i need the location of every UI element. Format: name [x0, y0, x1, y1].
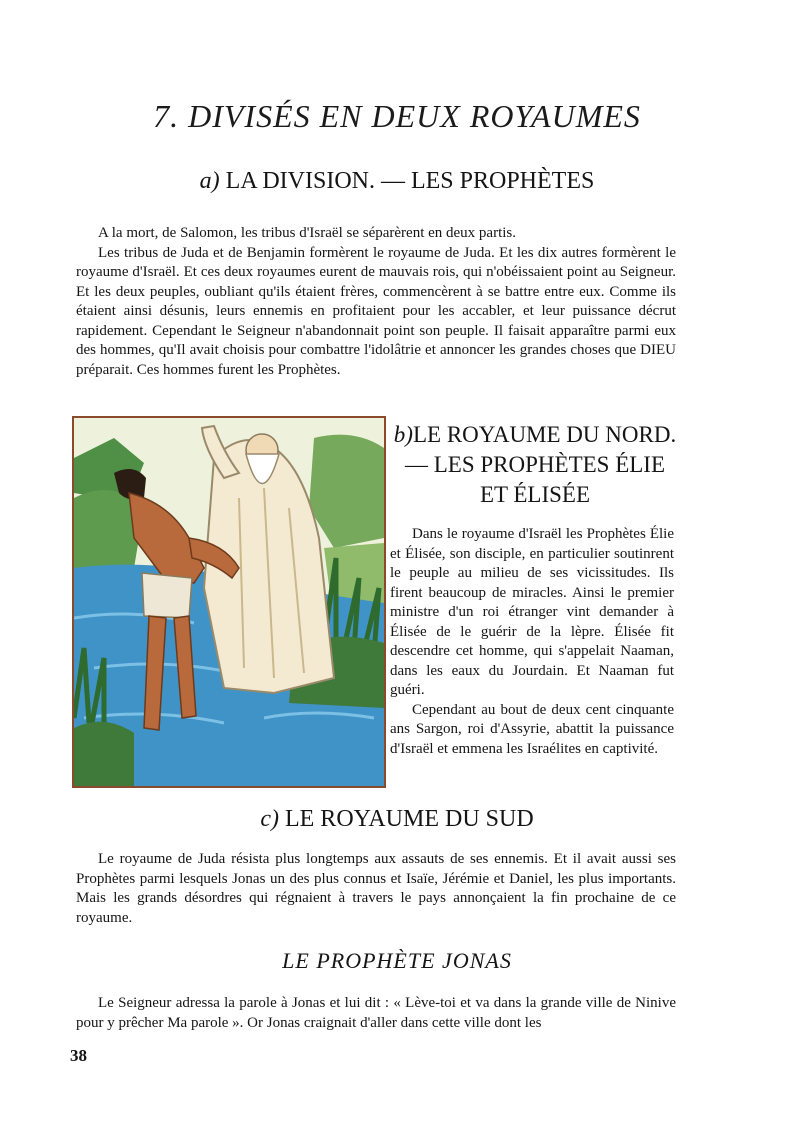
section-a-mark: a): [199, 168, 220, 194]
intro-paragraph-2: Les tribus de Juda et de Benjamin formèrent le royaume de Juda. Et les dix autres formèrent le royaume d'Israël. Et ces deux royaumes eurent de mauvais rois, qui n'obéissaient point au Seigneur. Et les deux peuples, oubliant qu'ils étaient frères, commencèrent à se battre entre eux. Comme ils étaient ainsi désunis, leurs ennemis en profitaient pour les accabler, et leur puissance décrut rapidement. Cependant le Seigneur n'abandonnait point son peuple. Il faisait apparaître parmi eux des hommes, qu'Il avait choisis pour combattre l'idolâtrie et annoncer les grandes choses que DIEU préparait. Ces hommes furent les Prophètes.: [76, 244, 676, 378]
north-kingdom-text: [390, 525, 674, 759]
intro-paragraph-1: A la mort, de Salomon, les tribus d'Israël se séparèrent en deux partis.: [98, 225, 517, 241]
south-kingdom-text: [76, 850, 676, 928]
section-b-mark: b): [393, 422, 413, 447]
section-b-line-3: ET ÉLISÉE: [479, 482, 591, 507]
section-c-heading: [0, 806, 794, 833]
section-b-heading: [390, 420, 680, 510]
page-number: 38: [70, 1046, 87, 1065]
section-b-title-1: LE ROYAUME DU NORD.: [412, 422, 677, 447]
section-c-mark: c): [260, 806, 279, 832]
north-paragraph-2: Cependant au bout de deux cent cinquante ans Sargon, roi d'Assyrie, abattit la puissance d'Israël et emmena les Israélites en captivité.: [390, 701, 674, 757]
prophet-illustration: [72, 416, 386, 788]
section-b-line-1: [390, 420, 680, 450]
jonas-paragraph: Le Seigneur adressa la parole à Jonas et lui dit : « Lève-toi et va dans la grande ville de Ninive pour y prêcher Ma parole ». Or Jonas craignait d'aller dans cette ville dont les: [76, 995, 676, 1031]
north-paragraph-1: Dans le royaume d'Israël les Prophètes Élie et Élisée, son disciple, en particulier soutinrent le peuple au milieu de ses vicissitudes. Ils firent beaucoup de miracles. Ainsi le premier ministre d'un roi étranger vint demander à Élisée de le guérir de la lèpre. Élisée fit descendre cet homme, qui s'appelait Naaman, dans les eaux du Jourdain. Et Naaman fut guéri.: [390, 526, 674, 698]
south-paragraph: Le royaume de Juda résista plus longtemps aux assauts de ses ennemis. Et il avait aussi ses Prophètes parmi lesquels Jonas un des plus connus et Isaïe, Jérémie et Daniel, les plus importants. Mais les grands désordres qui régnaient à travers le pays annonçaient la fin prochaine de ce royaume.: [76, 851, 676, 926]
illustration-svg: [74, 418, 384, 786]
section-b-line-2: — LES PROPHÈTES ÉLIE: [404, 452, 666, 477]
jonas-heading: LE PROPHÈTE JONAS: [282, 948, 512, 973]
chapter-title: 7. DIVISÉS EN DEUX ROYAUMES: [153, 98, 641, 134]
section-c-title: LE ROYAUME DU SUD: [284, 806, 534, 832]
section-a-heading: [0, 168, 794, 195]
section-a-title: LA DIVISION. — LES PROPHÈTES: [225, 168, 595, 194]
jonas-text: [76, 994, 676, 1033]
intro-text: [76, 224, 676, 380]
